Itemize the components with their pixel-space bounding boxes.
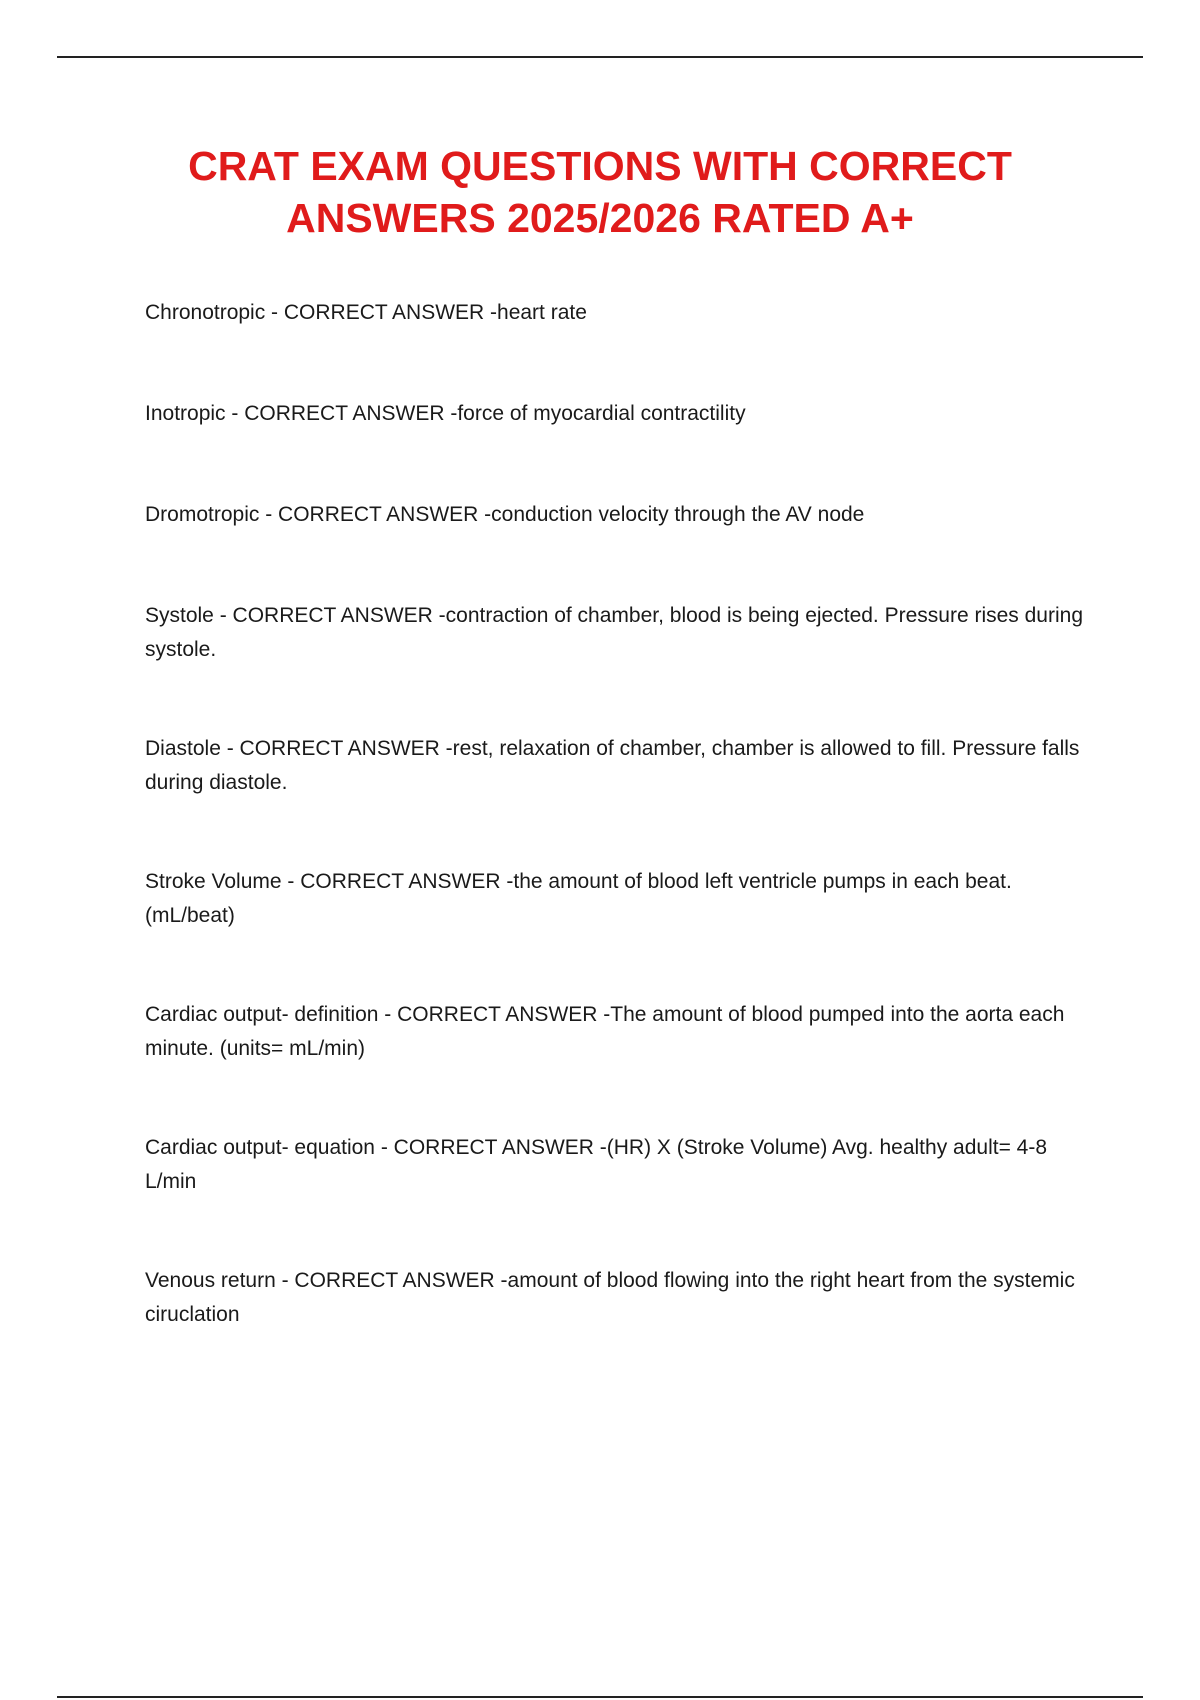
qa-entry: Inotropic - CORRECT ANSWER -force of myocardial contractility: [145, 402, 746, 425]
qa-entry: Cardiac output- definition - CORRECT ANSWER -The amount of blood pumped into the aorta each minute. (units= mL/min): [145, 1003, 1065, 1060]
document-title: [100, 140, 1100, 244]
qa-entry: Dromotropic - CORRECT ANSWER -conduction velocity through the AV node: [145, 503, 865, 526]
qa-entry: Chronotropic - CORRECT ANSWER -heart rate: [145, 301, 587, 324]
top-rule: [57, 56, 1143, 58]
qa-entry: Venous return - CORRECT ANSWER -amount of blood flowing into the right heart from the systemic ciruclation: [145, 1269, 1075, 1326]
qa-entry: Stroke Volume - CORRECT ANSWER -the amount of blood left ventricle pumps in each beat. (mL/beat): [145, 870, 1012, 927]
title-line-2: ANSWERS 2025/2026 RATED A+: [286, 195, 914, 241]
qa-entry: Systole - CORRECT ANSWER -contraction of chamber, blood is being ejected. Pressure rises during systole.: [145, 604, 1084, 661]
qa-entry: Cardiac output- equation - CORRECT ANSWER -(HR) X (Stroke Volume) Avg. healthy adult= 4-8 L/min: [145, 1136, 1048, 1193]
qa-list: [145, 296, 1085, 1397]
bottom-rule: [57, 1696, 1143, 1698]
title-line-1: CRAT EXAM QUESTIONS WITH CORRECT: [188, 143, 1012, 189]
qa-entry: Diastole - CORRECT ANSWER -rest, relaxation of chamber, chamber is allowed to fill. Pressure falls during diastole.: [145, 737, 1080, 794]
